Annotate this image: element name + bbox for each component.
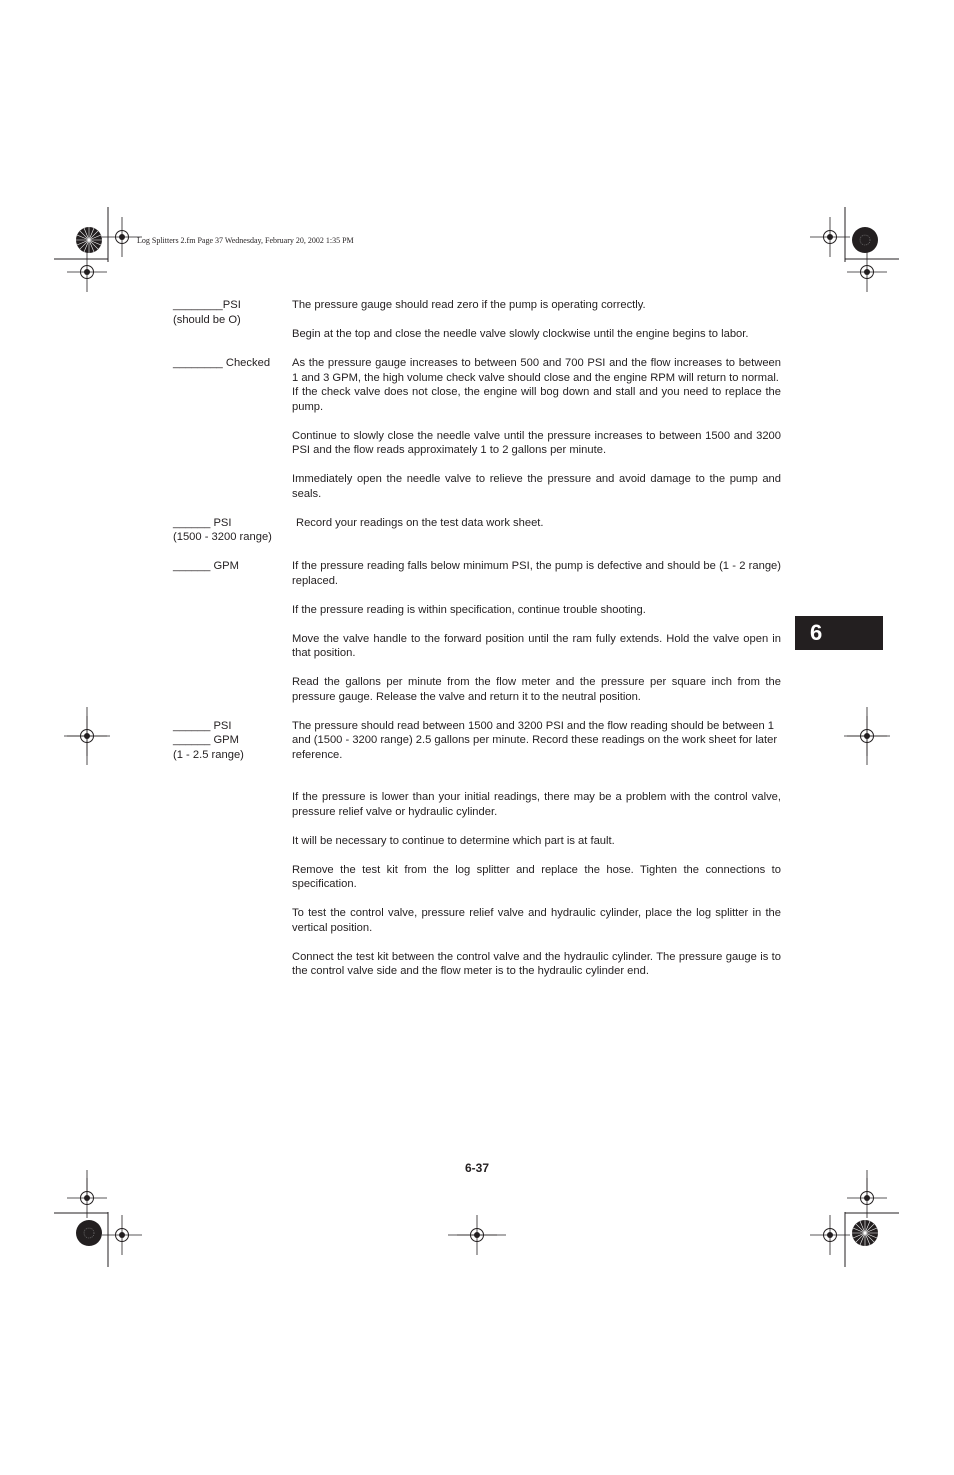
record-label: ______ GPM	[173, 560, 239, 572]
procedure-row	[173, 603, 781, 618]
procedure-row	[173, 298, 781, 326]
instruction-text: Remove the test kit from the log splitter and replace the hose. Tighten the connections to specification.	[292, 863, 781, 890]
instruction-text: Begin at the top and close the needle valve slowly clockwise until the engine begins to labor.	[292, 328, 749, 340]
procedure-row	[173, 385, 781, 414]
instruction-text: If the check valve does not close, the engine will bog down and stall and you need to replace the pump.	[292, 386, 781, 413]
procedure-row	[173, 950, 781, 979]
star-target-icon	[76, 227, 102, 253]
instruction-text: To test the control valve, pressure relief valve and hydraulic cylinder, place the log splitter in the vertical position.	[292, 907, 781, 934]
instruction-text: It will be necessary to continue to determine which part is at fault.	[292, 834, 615, 847]
procedure-row	[173, 675, 781, 704]
procedure-row	[173, 632, 781, 661]
record-label: ______ PSI ______ GPM (1 - 2.5 range)	[173, 719, 244, 761]
record-label: ______ PSI (1500 - 3200 range)	[173, 516, 272, 543]
instruction-text: The pressure should read between 1500 and 3200 PSI and the flow reading should be between 1 and (1500 - 3200 range) 2.5 gallons per minute. Record these readings on the work sheet for later reference.	[292, 719, 778, 761]
procedure-row	[173, 472, 781, 501]
instruction-text: Move the valve handle to the forward position until the ram fully extends. Hold the valve open in that position.	[292, 632, 781, 659]
procedure-row	[173, 790, 781, 819]
instruction-text: Record your readings on the test data work sheet.	[296, 516, 544, 529]
procedure-row	[173, 516, 781, 543]
record-label: ________ Checked	[173, 357, 271, 369]
instruction-text: If the pressure reading is within specification, continue trouble shooting.	[292, 603, 646, 616]
dot-target-icon	[76, 1220, 102, 1246]
procedure-row	[173, 719, 781, 763]
procedure-row	[173, 356, 781, 385]
procedure-row	[173, 429, 781, 458]
procedure-row	[173, 834, 781, 849]
page-number: 6-37	[464, 1161, 490, 1175]
section-tab: 6	[795, 616, 883, 650]
procedure-row	[173, 906, 781, 935]
crosshair-icon	[810, 1215, 850, 1255]
instruction-text: Continue to slowly close the needle valve until the pressure increases to between 1500 and 3200 PSI and the flow reads approximately 1 to 2 gallons per minute.	[292, 429, 781, 456]
crosshair-icon	[847, 252, 887, 292]
procedure-body	[173, 298, 781, 993]
instruction-text: As the pressure gauge increases to between 500 and 700 PSI and the flow increases to between 1 and 3 GPM, the high volume check valve should close and the engine RPM will return to normal.	[292, 357, 781, 384]
procedure-row	[173, 327, 781, 342]
star-target-icon	[852, 1220, 878, 1246]
crosshair-icon	[67, 252, 107, 292]
procedure-row	[173, 559, 781, 588]
record-label: ________PSI (should be O)	[173, 299, 241, 326]
dot-target-icon	[852, 227, 878, 253]
file-info-stamp: Log Splitters 2.fm Page 37 Wednesday, February 20, 2002 1:35 PM	[137, 236, 354, 245]
procedure-row	[173, 863, 781, 892]
instruction-text: If the pressure reading falls below minimum PSI, the pump is defective and should be (1 - 2 range) replaced.	[292, 560, 781, 587]
instruction-text: If the pressure is lower than your initial readings, there may be a problem with the control valve, pressure relief valve or hydraulic cylinder.	[292, 791, 781, 818]
instruction-text: The pressure gauge should read zero if the pump is operating correctly.	[292, 299, 646, 311]
instruction-text: Immediately open the needle valve to relieve the pressure and avoid damage to the pump and seals.	[292, 473, 781, 500]
crosshair-icon	[810, 217, 850, 257]
instruction-text: Connect the test kit between the control valve and the hydraulic cylinder. The pressure gauge is to the control valve side and the flow meter is to the hydraulic cylinder end.	[292, 950, 781, 977]
instruction-text: Read the gallons per minute from the flow meter and the pressure per square inch from the pressure gauge. Release the valve and return it to the neutral position.	[292, 676, 781, 703]
